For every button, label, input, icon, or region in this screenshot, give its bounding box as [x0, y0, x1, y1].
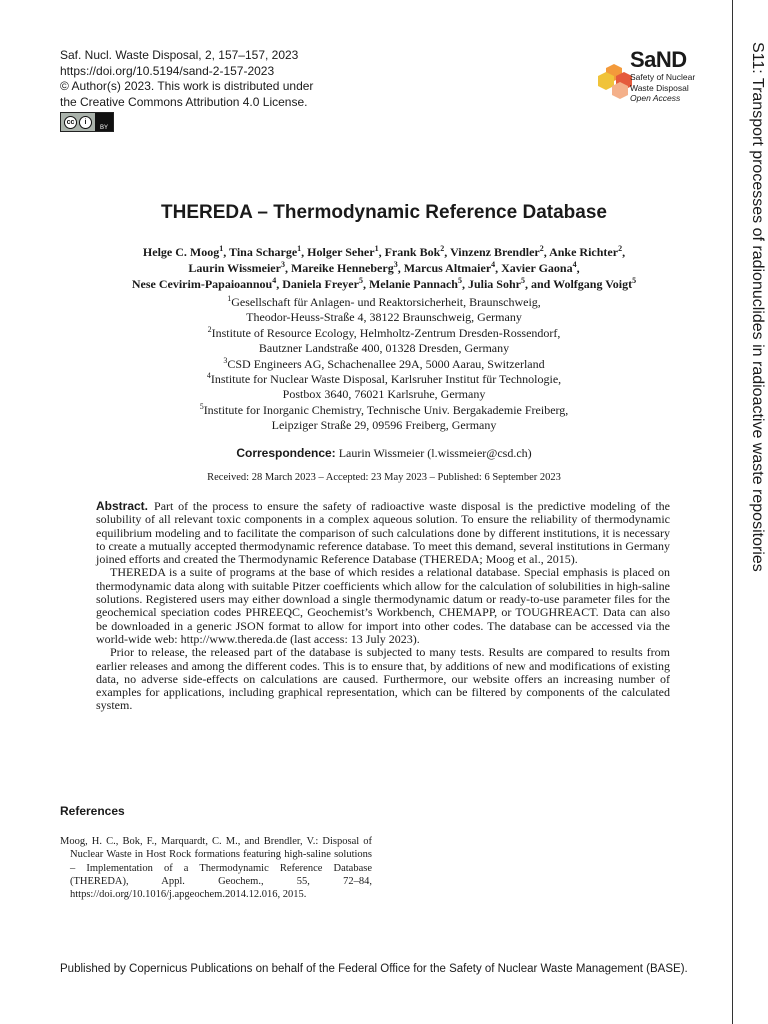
correspondence-email[interactable]: Laurin Wissmeier (l.wissmeier@csd.ch) — [338, 446, 532, 460]
author-affiliation-mark: 1 — [374, 244, 379, 253]
affiliation-number: 3 — [223, 355, 228, 365]
correspondence — [80, 446, 688, 461]
doi-link[interactable]: https://doi.org/10.5194/sand-2-157-2023 — [60, 63, 275, 78]
affiliation: $^4$Institute for Nuclear Waste Disposal, Karlsruher Institut für Technologie, — [206, 371, 562, 387]
correspondence-label: Correspondence: — [236, 446, 336, 460]
author-affiliation-mark: 4 — [572, 260, 577, 269]
author-name: Anke Richter$^2$ — [549, 244, 623, 259]
author-name: Tina Scharge$^1$ — [229, 244, 302, 259]
reference-item: Moog, H. C., Bok, F., Marquardt, C. M., and Brendler, V.: Disposal of Nuclear Waste in Host Rock formations featuring high-saline solutions – Implementation of a Thermodynamic Reference Database (THEREDA), Appl. Geochem., 55, 72–84, https://doi.org/10.1016/j.apgeochem.2014.12.016, 2015. — [60, 836, 372, 901]
abstract — [96, 500, 670, 713]
abstract-paragraph: Prior to release, the released part of the database is subjected to many tests. Results are compared to results from earlier releases and among the different codes. This is to ensure that, by additions of new and modifications of existing data, no adverse side-effects on calculations are caused. Furthermore, our website offers an increasing number of examples for applications, including graphical representation, which can be filtered by components of the calculated system. — [96, 645, 670, 713]
author-name: Melanie Pannach$^5$ — [368, 276, 462, 291]
citation: Saf. Nucl. Waste Disposal, 2, 157–157, 2023 — [60, 48, 299, 62]
author-affiliation-mark: 5 — [520, 276, 525, 285]
affiliation-number: 2 — [207, 324, 212, 334]
person-icon: i — [79, 116, 92, 129]
author-affiliation-mark: 4 — [491, 260, 496, 269]
session-title: S11: Transport processes of radionuclides in radioactive waste repositories — [749, 42, 766, 572]
copyright: © Author(s) 2023. This work is distributed under — [60, 79, 314, 94]
license: the Creative Commons Attribution 4.0 License. — [60, 94, 308, 109]
sidebar-divider — [732, 0, 733, 1024]
author-affiliation-mark: 5 — [358, 276, 363, 285]
author-affiliation-mark: 5 — [632, 276, 637, 285]
affiliation-address: Bautzner Landstraße 400, 01328 Dresden, Germany — [258, 341, 510, 356]
references-heading: References — [60, 804, 125, 818]
logo-line1: Safety of Nuclear — [630, 72, 696, 82]
publication-dates: Received: 28 March 2023 – Accepted: 23 May 2023 – Published: 6 September 2023 — [207, 472, 561, 483]
affiliation-number: 5 — [199, 401, 204, 411]
author-affiliation-mark: 3 — [280, 260, 285, 269]
author-name: Holger Seher$^1$ — [307, 244, 379, 259]
author-name: Frank Bok$^2$ — [384, 244, 445, 259]
cc-by-badge[interactable] — [60, 112, 114, 132]
author-name: Laurin Wissmeier$^3$ — [188, 260, 285, 275]
affiliation-number: 1 — [227, 294, 232, 303]
author-line: Nese Cevirim-Papaioannou$^4$, Daniela Freyer$^5$, Melanie Pannach$^5$, Julia Sohr$^5$, and Wolfgang Voigt$^5$ — [131, 276, 637, 291]
abstract-paragraph: Abstract. Part of the process to ensure the safety of radioactive waste disposal is the predictive modeling of the solubility of all relevant toxic components in a complex aqueous solution. To ensure the reliability of thermodynamic equilibrium modeling and to facilitate the comparison of such calculations done by different institutions, it is necessary to create a mutually accepted thermodynamic reference database. To meet this demand, several institutions in Germany joined efforts and created the Thermodynamic Reference Database (THEREDA; Moog et al., 2015). — [96, 499, 670, 567]
logo-line2: Waste Disposal — [630, 82, 689, 93]
author-affiliation-mark: 2 — [440, 244, 445, 253]
cc-by-label: BY — [95, 113, 113, 131]
cc-icon: cc — [64, 116, 77, 129]
affiliation-address: Theodor-Heuss-Straße 4, 38122 Braunschweig, Germany — [246, 310, 522, 325]
author-affiliation-mark: 4 — [272, 276, 277, 285]
author-name: Vinzenz Brendler$^2$ — [450, 244, 544, 259]
logo-open-access: Open Access — [630, 93, 681, 103]
author-affiliation-mark: 1 — [219, 244, 224, 253]
author-list — [80, 244, 688, 292]
author-affiliation-mark: 3 — [393, 260, 398, 269]
affiliation: $^1$Gesellschaft für Anlagen- und Reaktorsicherheit, Braunschweig, — [227, 294, 541, 309]
logo-title: SaND — [630, 47, 687, 72]
author-name: Marcus Altmaier$^4$ — [403, 260, 496, 275]
affiliation-number: 4 — [206, 371, 211, 381]
author-affiliation-mark: 2 — [539, 244, 544, 253]
affiliation-address: Postbox 3640, 76021 Karlsruhe, Germany — [282, 387, 486, 402]
author-line: Helge C. Moog$^1$, Tina Scharge$^1$, Holger Seher$^1$, Frank Bok$^2$, Vinzenz Brendler$^2$, Anke Richter$^2$, — [142, 244, 626, 259]
author-name: Mareike Henneberg$^3$ — [290, 260, 398, 275]
author-affiliation-mark: 2 — [618, 244, 623, 253]
author-name: Nese Cevirim-Papaioannou$^4$ — [131, 276, 277, 291]
author-name: Wolfgang Voigt$^5$ — [553, 276, 637, 291]
affiliation: $^3$CSD Engineers AG, Schachenallee 29A, 5000 Aarau, Switzerland — [223, 355, 545, 371]
abstract-label: Abstract. — [96, 499, 149, 513]
author-name: Xavier Gaona$^4$ — [501, 260, 577, 275]
author-affiliation-mark: 1 — [297, 244, 302, 253]
author-name: Julia Sohr$^5$ — [467, 276, 525, 291]
affiliation-address: Leipziger Straße 29, 09596 Freiberg, Germany — [271, 418, 497, 433]
author-line: Laurin Wissmeier$^3$, Mareike Henneberg$^3$, Marcus Altmaier$^4$, Xavier Gaona$^4$, — [188, 260, 580, 275]
author-affiliation-mark: 5 — [457, 276, 462, 285]
paper-title: THEREDA – Thermodynamic Reference Database — [161, 202, 607, 223]
affiliation-list — [80, 295, 688, 434]
abstract-paragraph: THEREDA is a suite of programs at the base of which resides a relational database. Special emphasis is placed on thermodynamic data along with suitable Pitzer coefficients which allow for the calculation of solubilities in high-saline solutions. Registered users may either download a single thermodynamic datum or ready-to-use parameter files for the geochemical speciation codes PHREEQC, Geochemist’s Workbench, CHEMAPP, or TOUGHREACT. Data can also be downloaded in a generic JSON format to allow for import into other codes. The database can be accessed via the world-wide web: http://www.thereda.de (last access: 13 July 2023). — [96, 565, 670, 646]
journal-meta — [60, 48, 313, 110]
author-name: Helge C. Moog$^1$ — [142, 244, 224, 259]
author-name: Daniela Freyer$^5$ — [282, 276, 363, 291]
sand-logo — [630, 48, 695, 104]
publisher-footer: Published by Copernicus Publications on behalf of the Federal Office for the Safety of Nuclear Waste Management (BASE). — [60, 963, 688, 975]
affiliation: $^5$Institute for Inorganic Chemistry, Technische Univ. Bergakademie Freiberg, — [199, 401, 569, 417]
affiliation: $^2$Institute of Resource Ecology, Helmholtz-Zentrum Dresden-Rossendorf, — [207, 324, 561, 340]
